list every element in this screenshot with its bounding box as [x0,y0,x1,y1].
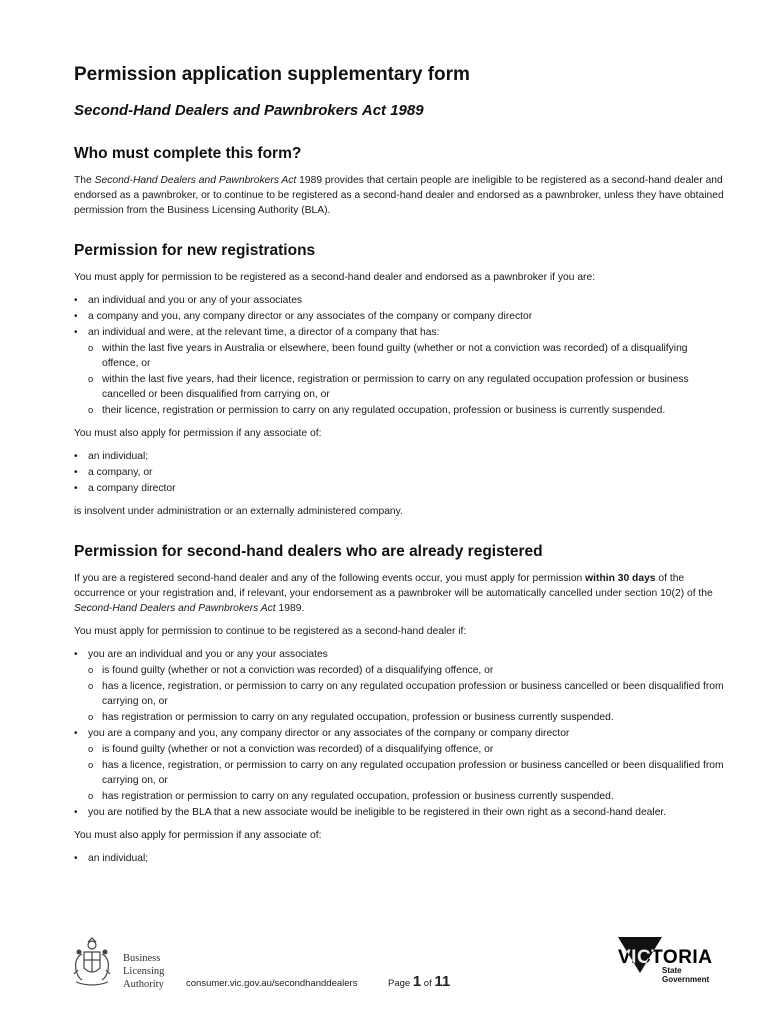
victoria-wordmark: VICTORIA [618,947,713,968]
sub-list-item: o within the last five years in Australia or elsewhere, been found guilty (whether or not a conviction was recorded) of a disqualifying offence, or [88,341,724,371]
page-footer [0,925,770,1024]
insolvent-text: is insolvent under administration or an externally administered company. [74,506,403,517]
section-heading-new: Permission for new registrations [74,242,316,259]
page-number: Page 1 of 11 [388,973,451,990]
sub-list-item: o is found guilty (whether or not a conviction was recorded) of a disqualifying offence, or [88,663,724,678]
victoria-government-logo [618,933,722,987]
sub-list-item: o has a licence, registration, or permission to carry on any regulated occupation profession or business cancelled or been disqualified from carrying on, or [88,758,724,788]
list-item: • an individual; [74,449,724,464]
list-item: • a company, or [74,465,724,480]
registered-also-text: You must also apply for permission if any associate of: [74,830,322,841]
new-bullet-list [74,293,724,418]
list-item: • you are an individual and you or any your associates o is found guilty (whether or not a conviction was recorded) of a disqualifying offence, or o has a licence, registration, or permission to carry on any regulated occupation profession or business cancelled or been disqualified from carrying on, or o has registration or permission to carry on any regulated occupation, profession or business currently suspended. [74,647,724,725]
sub-list [88,663,724,725]
list-item: • you are notified by the BLA that a new associate would be ineligible to be registered in their own right as a second-hand dealer. [74,805,724,820]
sub-list-item: o their licence, registration or permission to carry on any regulated occupation, profession or business is currently suspended. [88,403,724,418]
new-associate-list [74,449,724,496]
bla-wordmark: Business Licensing Authority [123,953,165,990]
who-paragraph: The Second-Hand Dealers and Pawnbrokers Act 1989 provides that certain people are ineligible to be registered as a second-hand dealer and endorsed as a pawnbroker, or to continue to be registered as a second-hand dealer and endorsed as a pawnbroker, unless they have obtained permission from the Business Licensing Authority (BLA). [74,175,724,216]
sub-list-item: o has a licence, registration, or permission to carry on any regulated occupation profession or business cancelled or been disqualified from carrying on, or [88,679,724,709]
bla-logo [68,934,178,994]
registered-paragraph: If you are a registered second-hand dealer and any of the following events occur, you must apply for permission within 30 days of the occurrence or your registration and, if relevant, your endorsement as a pawnbroker will be automatically cancelled under section 10(2) of the Second-Hand Dealers and Pawnbrokers Act 1989. [74,573,713,614]
page-subtitle: Second-Hand Dealers and Pawnbrokers Act 1989 [74,102,424,119]
list-item: • a company director [74,481,724,496]
sub-list [88,341,724,418]
list-item: • an individual and you or any of your associates [74,293,724,308]
sub-list-item: o within the last five years, had their licence, registration or permission to carry on any regulated occupation profession or business cancelled or been disqualified from carrying on, or [88,372,724,402]
registered-intro: You must apply for permission to continue to be registered as a second-hand dealer if: [74,626,467,637]
coat-of-arms-icon [68,934,116,990]
sub-list [88,742,724,804]
document-page [74,64,724,874]
sub-list-item: o has registration or permission to carry on any regulated occupation, profession or business currently suspended. [88,710,724,725]
state-government-text: State Government [662,966,710,984]
new-intro: You must apply for permission to be registered as a second-hand dealer and endorsed as a pawnbroker if you are: [74,272,596,283]
list-item: • an individual; [74,851,724,866]
section-heading-who: Who must complete this form? [74,145,302,162]
list-item: • an individual and were, at the relevant time, a director of a company that has: o within the last five years in Australia or elsewhere, been found guilty (whether or not a conviction was recorded) of a disqualifying offence, or o within the last five years, had their licence, registration or permission to carry on any regulated occupation profession or business cancelled or been disqualified from carrying on, or o their licence, registration or permission to carry on any regulated occupation, profession or business is currently suspended. [74,325,724,418]
section-heading-registered: Permission for second-hand dealers who are already registered [74,543,543,560]
new-also-text: You must also apply for permission if any associate of: [74,428,322,439]
list-item: • you are a company and you, any company director or any associates of the company or company director o is found guilty (whether or not a conviction was recorded) of a disqualifying offence, or o has a licence, registration, or permission to carry on any regulated occupation profession or business cancelled or been disqualified from carrying on, or o has registration or permission to carry on any regulated occupation, profession or business currently suspended. [74,726,724,804]
sub-list-item: o is found guilty (whether or not a conviction was recorded) of a disqualifying offence, or [88,742,724,757]
registered-bullet-list [74,647,724,820]
page-title: Permission application supplementary form [74,64,470,85]
registered-associate-list [74,851,724,866]
list-item: • a company and you, any company director or any associates of the company or company director [74,309,724,324]
footer-url: consumer.vic.gov.au/secondhanddealers [186,978,358,989]
sub-list-item: o has registration or permission to carry on any regulated occupation, profession or business currently suspended. [88,789,724,804]
